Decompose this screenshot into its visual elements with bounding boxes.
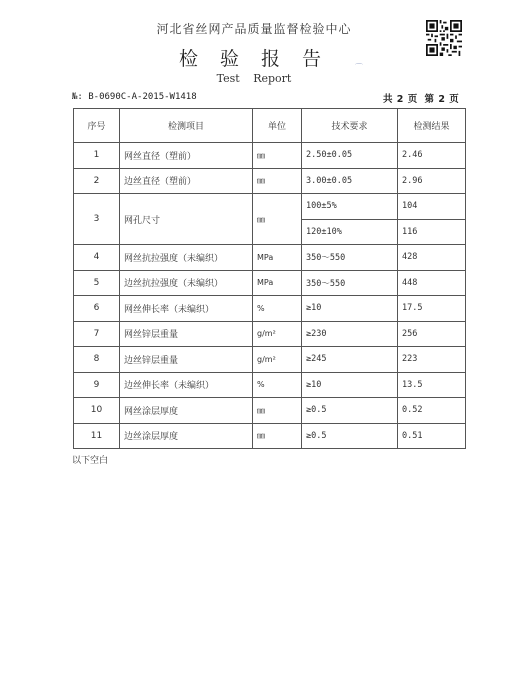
ink-mark: ⌒ xyxy=(355,63,363,72)
column-header-unit: 单位 xyxy=(253,109,302,143)
table-row xyxy=(74,245,466,271)
requirement: 100±5% xyxy=(302,194,398,220)
table-row xyxy=(74,398,466,424)
result: 116 xyxy=(398,219,466,245)
result: 448 xyxy=(398,270,466,296)
requirement: 120±10% xyxy=(302,219,398,245)
result: 223 xyxy=(398,347,466,373)
requirement: 350～550 xyxy=(302,270,398,296)
report-subtitle xyxy=(0,72,508,85)
table-row xyxy=(74,168,466,194)
result: 13.5 xyxy=(398,372,466,398)
test-item: 网丝抗拉强度（未编织） xyxy=(120,245,253,271)
test-item: 边丝涂层厚度 xyxy=(120,423,253,449)
subtitle-word: Report xyxy=(253,72,292,85)
blank-below-note: 以下空白 xyxy=(72,456,109,466)
report-title: 检 验 报 告 xyxy=(178,48,330,70)
row-number: 6 xyxy=(74,296,120,322)
row-number: 5 xyxy=(74,270,120,296)
table-row xyxy=(74,270,466,296)
unit: ㎜ xyxy=(253,143,302,169)
report-number: №: B-0690C-A-2015-W1418 xyxy=(72,92,197,102)
unit: ㎜ xyxy=(253,398,302,424)
requirement: ≥245 xyxy=(302,347,398,373)
requirement: 3.00±0.05 xyxy=(302,168,398,194)
subtitle-word: Test xyxy=(216,72,240,85)
requirement: 350～550 xyxy=(302,245,398,271)
unit: MPa xyxy=(253,270,302,296)
page-current: 第 2 页 xyxy=(424,94,460,105)
result: 2.46 xyxy=(398,143,466,169)
requirement: ≥10 xyxy=(302,296,398,322)
table-row xyxy=(74,143,466,169)
test-item: 边丝锌层重量 xyxy=(120,347,253,373)
test-item: 网孔尺寸 xyxy=(120,194,253,245)
requirement: ≥230 xyxy=(302,321,398,347)
result: 428 xyxy=(398,245,466,271)
result: 2.96 xyxy=(398,168,466,194)
unit: % xyxy=(253,296,302,322)
organization-name: 河北省丝网产品质量监督检验中心 xyxy=(156,22,352,36)
requirement: ≥0.5 xyxy=(302,423,398,449)
page-total: 共 2 页 xyxy=(383,94,418,105)
row-number: 8 xyxy=(74,347,120,373)
requirement: 2.50±0.05 xyxy=(302,143,398,169)
requirement: ≥10 xyxy=(302,372,398,398)
column-header-requirement: 技术要求 xyxy=(302,109,398,143)
row-number: 2 xyxy=(74,168,120,194)
test-item: 网丝涂层厚度 xyxy=(120,398,253,424)
row-number: 1 xyxy=(74,143,120,169)
result: 0.52 xyxy=(398,398,466,424)
column-header-no: 序号 xyxy=(74,109,120,143)
column-header-item: 检测项目 xyxy=(120,109,253,143)
row-number: 11 xyxy=(74,423,120,449)
table-row xyxy=(74,372,466,398)
requirement: ≥0.5 xyxy=(302,398,398,424)
table-row xyxy=(74,321,466,347)
unit: g/m² xyxy=(253,321,302,347)
table-row xyxy=(74,296,466,322)
test-item: 网丝锌层重量 xyxy=(120,321,253,347)
column-header-result: 检测结果 xyxy=(398,109,466,143)
row-number: 7 xyxy=(74,321,120,347)
row-number: 9 xyxy=(74,372,120,398)
unit: g/m² xyxy=(253,347,302,373)
table-row xyxy=(74,423,466,449)
result: 0.51 xyxy=(398,423,466,449)
test-item: 边丝抗拉强度（未编织） xyxy=(120,270,253,296)
result: 104 xyxy=(398,194,466,220)
unit: % xyxy=(253,372,302,398)
unit: ㎜ xyxy=(253,423,302,449)
test-item: 网丝伸长率（未编织） xyxy=(120,296,253,322)
qr-code-icon xyxy=(426,20,462,56)
results-table xyxy=(73,108,466,449)
unit: MPa xyxy=(253,245,302,271)
table-row xyxy=(74,347,466,373)
row-number: 3 xyxy=(74,194,120,245)
test-item: 边丝伸长率（未编织） xyxy=(120,372,253,398)
result: 256 xyxy=(398,321,466,347)
unit: ㎜ xyxy=(253,168,302,194)
page-indicator xyxy=(380,91,459,105)
test-item: 网丝直径（塑前） xyxy=(120,143,253,169)
result: 17.5 xyxy=(398,296,466,322)
row-number: 10 xyxy=(74,398,120,424)
table-row xyxy=(74,194,466,220)
test-item: 边丝直径（塑前） xyxy=(120,168,253,194)
row-number: 4 xyxy=(74,245,120,271)
table-header-row xyxy=(74,109,466,143)
unit: ㎜ xyxy=(253,194,302,245)
